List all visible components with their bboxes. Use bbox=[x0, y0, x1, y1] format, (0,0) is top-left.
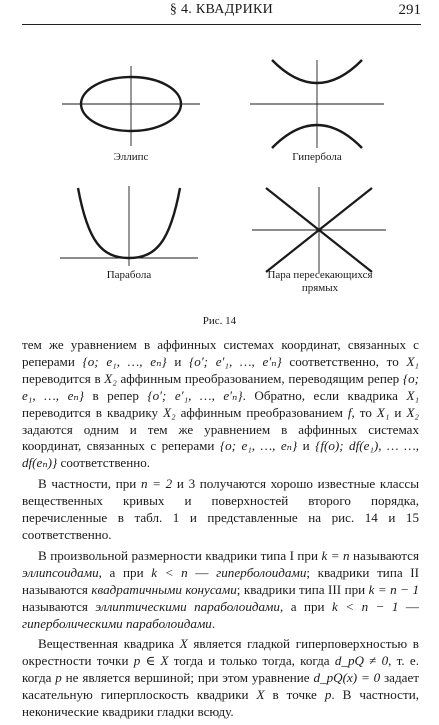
math-expression: X₁ bbox=[406, 387, 420, 403]
math-expression: k < n − 1 bbox=[332, 598, 399, 614]
parabola-diagram bbox=[60, 186, 198, 266]
emphasized-term: эллипсоидами bbox=[22, 564, 99, 580]
text-run: переводится в bbox=[22, 370, 105, 386]
math-expression: X bbox=[256, 687, 265, 703]
intersecting-lines-label-1: Пара пересекающихся bbox=[267, 269, 373, 281]
math-expression: p bbox=[55, 670, 62, 686]
emphasized-term: гиперболическими параболоидами bbox=[22, 615, 212, 631]
text-run: называются bbox=[349, 547, 419, 563]
text-run: и bbox=[166, 353, 190, 369]
paragraph-1 bbox=[22, 337, 419, 472]
text-run: Вещественная квадрика bbox=[38, 636, 180, 652]
text-run: . В частности, неконические квадрики гладки всюду. bbox=[22, 687, 419, 720]
text-run: называются bbox=[22, 598, 96, 614]
math-expression: d_pQ ≠ 0 bbox=[334, 653, 389, 669]
text-run: тогда и только тогда, когда bbox=[168, 653, 335, 669]
text-run: , т. е. когда bbox=[22, 653, 419, 686]
text-run: аффинным преобразованием, переводящим репер bbox=[116, 370, 403, 386]
paragraph-4 bbox=[22, 636, 419, 721]
figure-conics bbox=[0, 30, 439, 340]
text-run: ; квадрики типа II называются bbox=[22, 564, 420, 597]
math-expression: k < n bbox=[151, 564, 188, 580]
text-run: не является вершиной; при этом уравнение bbox=[61, 670, 314, 686]
parabola-label: Парабола bbox=[106, 269, 152, 281]
text-run: , то bbox=[351, 404, 377, 420]
page-number: 291 bbox=[398, 2, 421, 18]
ellipse-label: Эллипс bbox=[113, 151, 149, 163]
hyperbola-label: Гипербола bbox=[292, 151, 342, 163]
math-expression: k = n − 1 bbox=[368, 581, 419, 597]
math-expression: X₂ bbox=[163, 404, 176, 420]
text-run: В частности, при bbox=[38, 476, 141, 492]
emphasized-term: эллиптическими параболоидами bbox=[95, 598, 280, 614]
math-expression: X₁ bbox=[406, 353, 419, 369]
figure-caption: Рис. 14 bbox=[202, 315, 237, 327]
text-run: , а при bbox=[98, 564, 152, 580]
emphasized-term: гиперболоидами bbox=[216, 564, 307, 580]
header-rule bbox=[22, 24, 421, 25]
text-run: ; квадрики типа III при bbox=[236, 581, 369, 597]
math-expression: f bbox=[347, 404, 352, 420]
text-run: тем же уравнением в аффинных системах координат, связанных с реперами bbox=[22, 337, 419, 369]
math-expression: d_pQ(x) = 0 bbox=[313, 670, 381, 686]
text-run: в точке bbox=[264, 687, 325, 703]
emphasized-term: квадратичными конусами bbox=[91, 581, 237, 597]
body-text bbox=[22, 337, 419, 725]
ellipse-diagram bbox=[62, 66, 200, 146]
text-run: — bbox=[187, 564, 217, 580]
math-expression: X₂ bbox=[104, 370, 117, 386]
math-expression: {o′; e′₁, …, e′ₙ} bbox=[147, 387, 243, 403]
text-run: — bbox=[398, 598, 420, 614]
paragraph-3 bbox=[22, 548, 419, 633]
text-run: аффинным преобразованием bbox=[175, 404, 348, 420]
text-run: В произвольной размерности квадрики типа I при bbox=[38, 547, 322, 563]
text-run: . bbox=[211, 615, 216, 631]
section-title: § 4. КВАДРИКИ bbox=[169, 2, 274, 17]
math-expression: p ∈ X bbox=[133, 653, 169, 669]
text-run: соответственно. bbox=[57, 455, 151, 471]
math-expression: X₁ bbox=[376, 404, 390, 420]
math-expression: X bbox=[179, 636, 188, 652]
text-run: соответственно, то bbox=[281, 353, 407, 369]
intersecting-lines-label-2: прямых bbox=[301, 282, 339, 294]
text-run: переводится в квадрику bbox=[22, 404, 164, 420]
intersecting-lines-diagram bbox=[252, 187, 386, 273]
text-run: в репер bbox=[83, 387, 148, 403]
text-run: является гладкой гиперповерхностью в окрестности точки bbox=[22, 636, 419, 669]
text-run: , а при bbox=[279, 598, 333, 614]
text-run: задает касательную гиперплоскость квадрики bbox=[22, 670, 420, 703]
math-expression: k = n bbox=[321, 547, 350, 563]
text-run: и bbox=[389, 404, 407, 420]
math-expression: n = 2 bbox=[140, 476, 173, 492]
text-run: задаются одним и тем же уравнением в аффинных системах координат, связанных с реперами bbox=[22, 421, 419, 454]
math-expression: {o′; e′₁, …, e′ₙ} bbox=[189, 353, 282, 369]
text-run: и bbox=[297, 438, 316, 454]
text-run: . Обратно, если квадрика bbox=[242, 387, 407, 403]
math-expression: {f(o); df(e₁), … …, df(eₙ)} bbox=[22, 438, 419, 471]
math-expression: {o; e₁, …, eₙ} bbox=[82, 353, 167, 369]
text-run: и 3 получаются хорошо известные классы вещественных кривых и поверхностей второго порядка, перечисленные в табл. 1 и представленные на рис. 14 и 15 соответственно. bbox=[22, 476, 419, 542]
math-expression: p bbox=[324, 687, 332, 703]
math-expression: {o; e₁, …, eₙ} bbox=[219, 438, 298, 454]
paragraph-2 bbox=[22, 476, 419, 544]
math-expression: X₂ bbox=[406, 404, 419, 420]
running-header bbox=[22, 2, 421, 22]
math-expression: {o; e₁, …, eₙ} bbox=[22, 370, 419, 403]
hyperbola-diagram bbox=[250, 60, 384, 148]
